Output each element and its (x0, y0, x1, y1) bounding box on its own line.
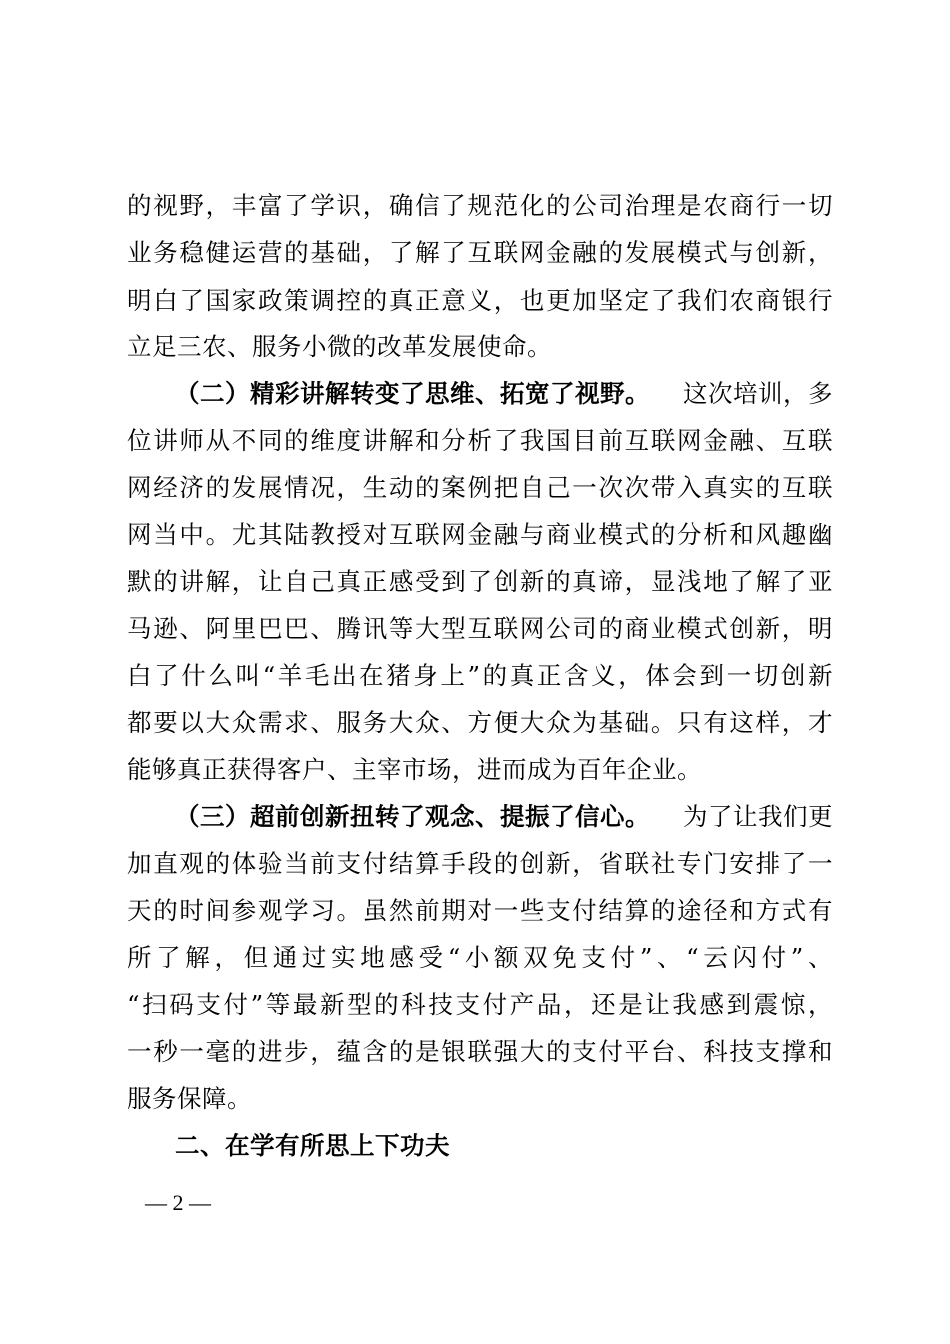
paragraph-line: 的视野，丰富了学识，确信了规范化的公司治理是农商行一切 (127, 191, 833, 220)
section-heading-line (175, 374, 833, 414)
paragraph-line: 马逊、阿里巴巴、腾讯等大型互联网公司的商业模式创新，明 (127, 614, 833, 643)
page-number: — 2 — (145, 1190, 211, 1215)
paragraph-line: “扫码支付”等最新型的科技支付产品，还是让我感到震惊， (127, 990, 833, 1019)
paragraph-line: 白了什么叫“羊毛出在猪身上”的真正含义，体会到一切创新 (127, 661, 833, 690)
paragraph-line-continuation: 这次培训，多 (683, 379, 833, 408)
paragraph-line: 明白了国家政策调控的真正意义，也更加坚定了我们农商银行 (127, 286, 833, 315)
paragraph-line: 位讲师从不同的维度讲解和分析了我国目前互联网金融、互联 (127, 426, 833, 455)
paragraph-line: 网经济的发展情况，生动的案例把自己一次次带入真实的互联 (127, 473, 833, 502)
paragraph-line: 所了解，但通过实地感受“小额双免支付”、“云闪付”、 (127, 943, 833, 972)
paragraph-line: 服务保障。 (127, 1084, 252, 1113)
paragraph-line: 都要以大众需求、服务大众、方便大众为基础。只有这样，才 (127, 708, 833, 737)
paragraph-line: 默的讲解，让自己真正感受到了创新的真谛，显浅地了解了亚 (127, 567, 833, 596)
paragraph-line: 网当中。尤其陆教授对互联网金融与商业模式的分析和风趣幽 (127, 520, 833, 549)
section-heading-3: （三）超前创新扭转了观念、提振了信心。 (175, 802, 650, 831)
section-heading-2: （二）精彩讲解转变了思维、拓宽了视野。 (175, 379, 650, 408)
paragraph-line: 业务稳健运营的基础，了解了互联网金融的发展模式与创新， (127, 238, 833, 267)
paragraph-line: 加直观的体验当前支付结算手段的创新，省联社专门安排了一 (127, 849, 833, 878)
paragraph-line: 立足三农、服务小微的改革发展使命。 (127, 332, 552, 361)
section-heading-line (175, 797, 833, 837)
chapter-heading: 二、在学有所思上下功夫 (175, 1131, 450, 1160)
paragraph-line: 天的时间参观学习。虽然前期对一些支付结算的途径和方式有 (127, 896, 833, 925)
paragraph-line: 能够真正获得客户、主宰市场，进而成为百年企业。 (127, 755, 702, 784)
paragraph-line-continuation: 为了让我们更 (683, 802, 833, 831)
paragraph-line: 一秒一毫的进步，蕴含的是银联强大的支付平台、科技支撑和 (127, 1037, 833, 1066)
